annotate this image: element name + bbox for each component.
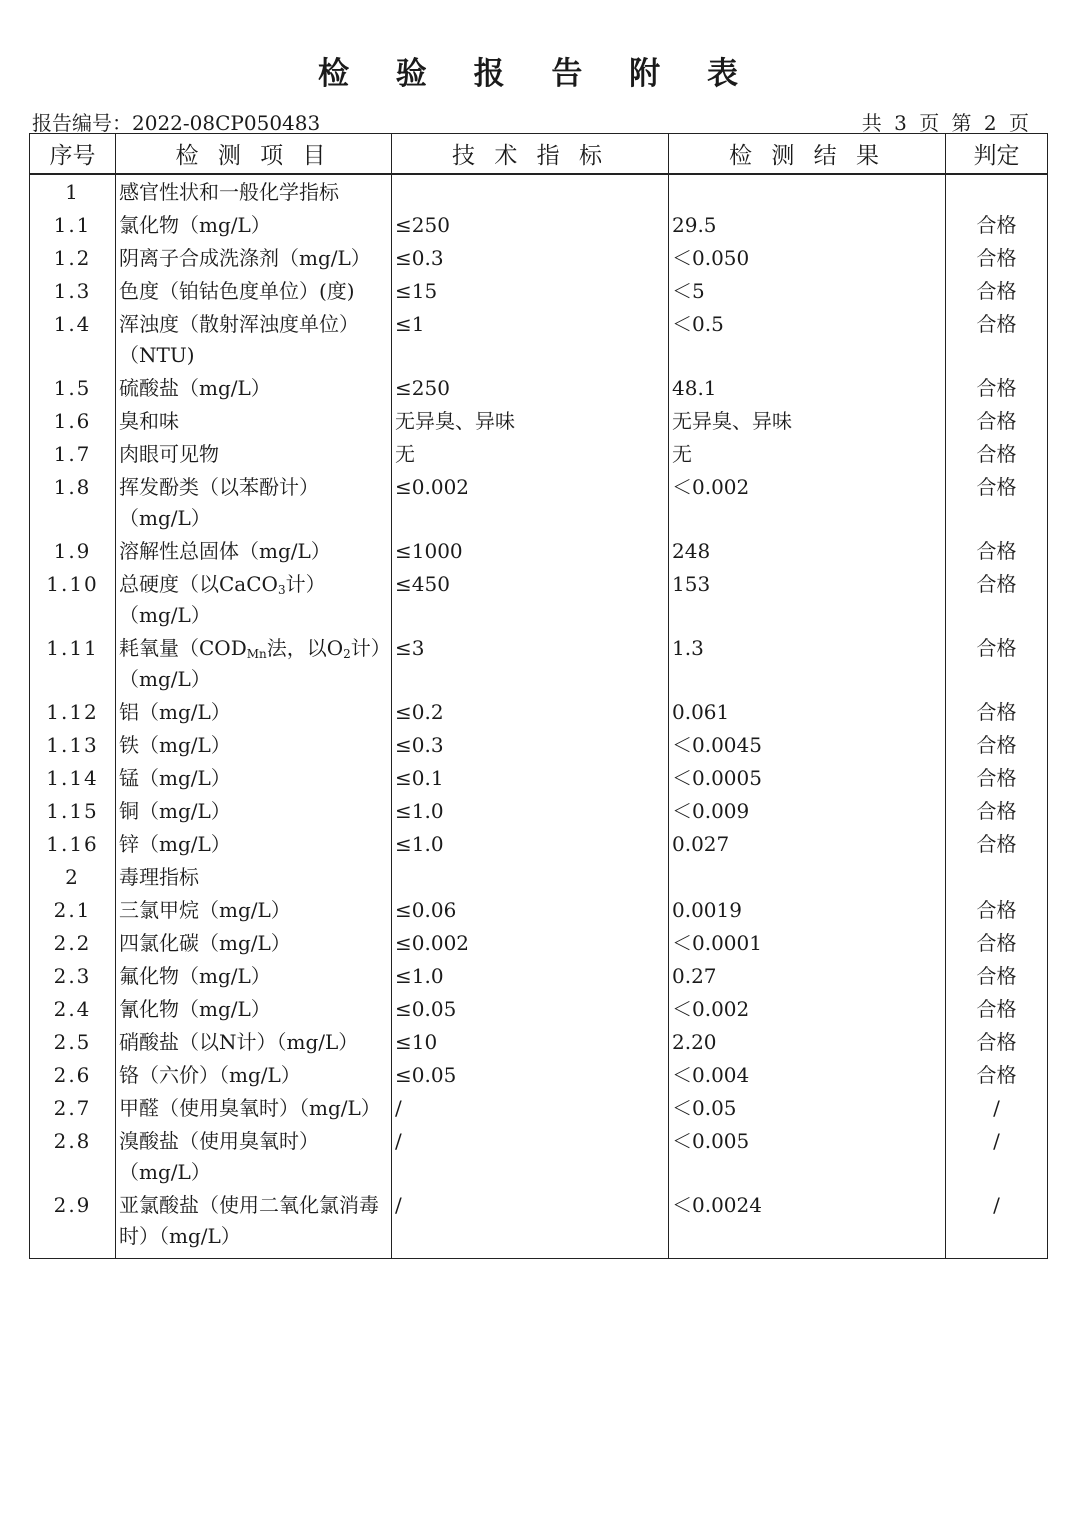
row-spec: / bbox=[392, 1091, 669, 1124]
table-row bbox=[30, 470, 1048, 534]
table-row bbox=[30, 794, 1048, 827]
row-result: 153 bbox=[669, 567, 946, 631]
row-number: 1.9 bbox=[30, 534, 116, 567]
row-item: 感官性状和一般化学指标 bbox=[116, 174, 392, 208]
row-spec: ≤450 bbox=[392, 567, 669, 631]
header-judge: 判定 bbox=[946, 134, 1048, 175]
row-result bbox=[669, 860, 946, 893]
row-judgement: 合格 bbox=[946, 893, 1048, 926]
row-item: 四氯化碳（mg/L） bbox=[116, 926, 392, 959]
row-number: 1.2 bbox=[30, 241, 116, 274]
table-row bbox=[30, 761, 1048, 794]
row-spec: 无 bbox=[392, 437, 669, 470]
row-judgement: 合格 bbox=[946, 695, 1048, 728]
row-spec: ≤0.1 bbox=[392, 761, 669, 794]
row-number: 1 bbox=[30, 174, 116, 208]
row-spec: ≤250 bbox=[392, 371, 669, 404]
row-result: ＜0.005 bbox=[669, 1124, 946, 1188]
table-header-row bbox=[30, 134, 1048, 175]
row-number: 2.3 bbox=[30, 959, 116, 992]
row-item: 肉眼可见物 bbox=[116, 437, 392, 470]
row-item: 臭和味 bbox=[116, 404, 392, 437]
row-judgement: 合格 bbox=[946, 241, 1048, 274]
row-result: 0.061 bbox=[669, 695, 946, 728]
row-result: ＜0.0005 bbox=[669, 761, 946, 794]
results-table bbox=[29, 133, 1048, 1259]
row-spec: ≤0.06 bbox=[392, 893, 669, 926]
table-row bbox=[30, 208, 1048, 241]
row-result: ＜0.05 bbox=[669, 1091, 946, 1124]
row-item: 硫酸盐（mg/L） bbox=[116, 371, 392, 404]
row-item-part: 计）（mg/L） bbox=[119, 636, 381, 691]
row-number: 1.8 bbox=[30, 470, 116, 534]
row-item: 锰（mg/L） bbox=[116, 761, 392, 794]
row-number: 1.14 bbox=[30, 761, 116, 794]
row-number: 1.7 bbox=[30, 437, 116, 470]
row-number: 1.13 bbox=[30, 728, 116, 761]
row-item: 氯化物（mg/L） bbox=[116, 208, 392, 241]
row-spec: ≤3 bbox=[392, 631, 669, 695]
row-judgement: 合格 bbox=[946, 959, 1048, 992]
row-result: 1.3 bbox=[669, 631, 946, 695]
row-judgement: / bbox=[946, 1091, 1048, 1124]
row-item-part: 3 bbox=[277, 583, 286, 597]
table-row bbox=[30, 1188, 1048, 1259]
row-judgement: 合格 bbox=[946, 371, 1048, 404]
row-item: 溴酸盐（使用臭氧时）（mg/L） bbox=[116, 1124, 392, 1188]
row-number: 1.16 bbox=[30, 827, 116, 860]
row-number: 1.10 bbox=[30, 567, 116, 631]
row-item: 氟化物（mg/L） bbox=[116, 959, 392, 992]
table-row bbox=[30, 959, 1048, 992]
row-spec: ≤0.3 bbox=[392, 241, 669, 274]
table-row bbox=[30, 1025, 1048, 1058]
table-row bbox=[30, 274, 1048, 307]
report-title: 检 验 报 告 附 表 bbox=[318, 56, 756, 92]
row-number: 2 bbox=[30, 860, 116, 893]
row-spec: ≤1000 bbox=[392, 534, 669, 567]
row-spec: / bbox=[392, 1124, 669, 1188]
row-result: 2.20 bbox=[669, 1025, 946, 1058]
table-row bbox=[30, 1058, 1048, 1091]
row-judgement: 合格 bbox=[946, 567, 1048, 631]
row-item: 三氯甲烷（mg/L） bbox=[116, 893, 392, 926]
row-result: 无 bbox=[669, 437, 946, 470]
table-row bbox=[30, 241, 1048, 274]
header-spec: 技 术 指 标 bbox=[392, 134, 669, 175]
row-judgement: 合格 bbox=[946, 274, 1048, 307]
row-judgement: 合格 bbox=[946, 728, 1048, 761]
table-row bbox=[30, 174, 1048, 208]
row-judgement: 合格 bbox=[946, 992, 1048, 1025]
row-number: 2.2 bbox=[30, 926, 116, 959]
row-spec: ≤0.3 bbox=[392, 728, 669, 761]
table-row bbox=[30, 860, 1048, 893]
row-item: 溶解性总固体（mg/L） bbox=[116, 534, 392, 567]
row-result: ＜0.002 bbox=[669, 992, 946, 1025]
header-no: 序号 bbox=[30, 134, 116, 175]
row-item: 色度（铂钴色度单位）(度) bbox=[116, 274, 392, 307]
row-judgement: 合格 bbox=[946, 926, 1048, 959]
table-row bbox=[30, 893, 1048, 926]
row-result: 0.27 bbox=[669, 959, 946, 992]
row-item-part: 耗氧量（COD bbox=[119, 636, 247, 660]
row-item: 铬（六价）（mg/L） bbox=[116, 1058, 392, 1091]
row-judgement: 合格 bbox=[946, 208, 1048, 241]
row-number: 2.1 bbox=[30, 893, 116, 926]
row-judgement bbox=[946, 174, 1048, 208]
row-item bbox=[116, 567, 392, 631]
row-number: 2.4 bbox=[30, 992, 116, 1025]
page-info: 共 3 页 第 2 页 bbox=[861, 111, 1032, 135]
report-number: 报告编号：2022-08CP050483 bbox=[32, 111, 321, 135]
row-number: 1.15 bbox=[30, 794, 116, 827]
row-result: ＜0.002 bbox=[669, 470, 946, 534]
table-row bbox=[30, 827, 1048, 860]
row-number: 1.4 bbox=[30, 307, 116, 371]
row-number: 1.6 bbox=[30, 404, 116, 437]
row-item: 亚氯酸盐（使用二氧化氯消毒时）（mg/L） bbox=[116, 1188, 392, 1259]
row-spec: ≤0.002 bbox=[392, 470, 669, 534]
row-result: 248 bbox=[669, 534, 946, 567]
row-item: 锌（mg/L） bbox=[116, 827, 392, 860]
row-result: ＜0.0024 bbox=[669, 1188, 946, 1259]
row-spec: ≤250 bbox=[392, 208, 669, 241]
row-number: 2.7 bbox=[30, 1091, 116, 1124]
row-number: 2.8 bbox=[30, 1124, 116, 1188]
row-item: 浑浊度（散射浑浊度单位）（NTU) bbox=[116, 307, 392, 371]
table-row bbox=[30, 1124, 1048, 1188]
row-spec: ≤10 bbox=[392, 1025, 669, 1058]
table-row bbox=[30, 992, 1048, 1025]
table-row bbox=[30, 926, 1048, 959]
row-spec: ≤1.0 bbox=[392, 959, 669, 992]
row-item: 铁（mg/L） bbox=[116, 728, 392, 761]
row-result: ＜5 bbox=[669, 274, 946, 307]
row-item-part: Mn bbox=[246, 647, 267, 661]
row-number: 1.1 bbox=[30, 208, 116, 241]
row-spec: ≤1 bbox=[392, 307, 669, 371]
row-number: 1.12 bbox=[30, 695, 116, 728]
row-judgement: 合格 bbox=[946, 827, 1048, 860]
row-item-part: 计）（mg/L） bbox=[119, 572, 326, 627]
row-result: ＜0.009 bbox=[669, 794, 946, 827]
row-result: 0.0019 bbox=[669, 893, 946, 926]
row-result: 29.5 bbox=[669, 208, 946, 241]
row-result: ＜0.050 bbox=[669, 241, 946, 274]
row-result: 0.027 bbox=[669, 827, 946, 860]
row-judgement: 合格 bbox=[946, 437, 1048, 470]
row-spec bbox=[392, 860, 669, 893]
row-item: 挥发酚类（以苯酚计）（mg/L） bbox=[116, 470, 392, 534]
header-result: 检 测 结 果 bbox=[669, 134, 946, 175]
row-judgement: 合格 bbox=[946, 470, 1048, 534]
table-row bbox=[30, 404, 1048, 437]
table-row bbox=[30, 567, 1048, 631]
row-result: ＜0.5 bbox=[669, 307, 946, 371]
row-judgement: 合格 bbox=[946, 404, 1048, 437]
row-judgement bbox=[946, 860, 1048, 893]
row-result: ＜0.0045 bbox=[669, 728, 946, 761]
row-item: 甲醛（使用臭氧时）（mg/L） bbox=[116, 1091, 392, 1124]
row-number: 2.9 bbox=[30, 1188, 116, 1259]
row-item: 毒理指标 bbox=[116, 860, 392, 893]
row-judgement: 合格 bbox=[946, 534, 1048, 567]
table-row bbox=[30, 728, 1048, 761]
row-result: ＜0.0001 bbox=[669, 926, 946, 959]
table-row bbox=[30, 437, 1048, 470]
row-judgement: / bbox=[946, 1124, 1048, 1188]
row-spec: / bbox=[392, 1188, 669, 1259]
row-item: 硝酸盐（以N计）（mg/L） bbox=[116, 1025, 392, 1058]
table-row bbox=[30, 631, 1048, 695]
row-result: ＜0.004 bbox=[669, 1058, 946, 1091]
row-result: 无异臭、异味 bbox=[669, 404, 946, 437]
row-item: 氰化物（mg/L） bbox=[116, 992, 392, 1025]
row-spec: ≤15 bbox=[392, 274, 669, 307]
row-spec: ≤1.0 bbox=[392, 794, 669, 827]
table-row bbox=[30, 371, 1048, 404]
row-item-part: 总硬度（以CaCO bbox=[119, 572, 278, 596]
table-row bbox=[30, 307, 1048, 371]
row-number: 2.5 bbox=[30, 1025, 116, 1058]
row-number: 2.6 bbox=[30, 1058, 116, 1091]
row-judgement: / bbox=[946, 1188, 1048, 1259]
row-number: 1.3 bbox=[30, 274, 116, 307]
row-judgement: 合格 bbox=[946, 761, 1048, 794]
row-judgement: 合格 bbox=[946, 307, 1048, 371]
header-item: 检 测 项 目 bbox=[116, 134, 392, 175]
row-judgement: 合格 bbox=[946, 794, 1048, 827]
row-spec: ≤0.05 bbox=[392, 1058, 669, 1091]
row-item bbox=[116, 631, 392, 695]
row-item: 阴离子合成洗涤剂（mg/L） bbox=[116, 241, 392, 274]
row-number: 1.11 bbox=[30, 631, 116, 695]
row-spec: ≤0.05 bbox=[392, 992, 669, 1025]
row-judgement: 合格 bbox=[946, 1058, 1048, 1091]
row-judgement: 合格 bbox=[946, 1025, 1048, 1058]
row-spec: 无异臭、异味 bbox=[392, 404, 669, 437]
row-item-part: 2 bbox=[343, 647, 351, 661]
row-result: 48.1 bbox=[669, 371, 946, 404]
row-item: 铝（mg/L） bbox=[116, 695, 392, 728]
row-spec: ≤1.0 bbox=[392, 827, 669, 860]
row-item: 铜（mg/L） bbox=[116, 794, 392, 827]
row-spec bbox=[392, 174, 669, 208]
table-row bbox=[30, 1091, 1048, 1124]
row-spec: ≤0.2 bbox=[392, 695, 669, 728]
row-number: 1.5 bbox=[30, 371, 116, 404]
row-judgement: 合格 bbox=[946, 631, 1048, 695]
row-result bbox=[669, 174, 946, 208]
table-row bbox=[30, 534, 1048, 567]
row-item-part: 法，以O bbox=[266, 636, 344, 660]
row-spec: ≤0.002 bbox=[392, 926, 669, 959]
table-row bbox=[30, 695, 1048, 728]
